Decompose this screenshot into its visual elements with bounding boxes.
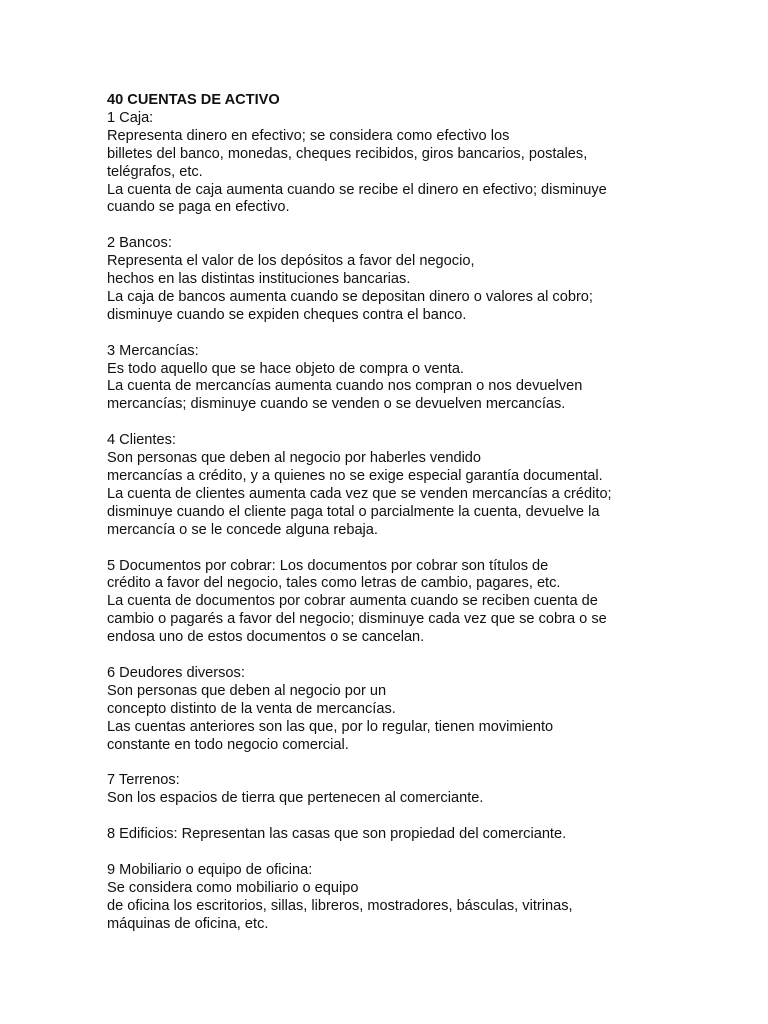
section-text-line: de oficina los escritorios, sillas, libreros, mostradores, básculas, vitrinas, <box>107 897 573 914</box>
section-text-line: La cuenta de mercancías aumenta cuando nos compran o nos devuelven <box>107 378 583 395</box>
section-text-line: máquinas de oficina, etc. <box>107 915 269 932</box>
section-text-line: concepto distinto de la venta de mercancías. <box>107 700 396 717</box>
section-text-line: Las cuentas anteriores son las que, por lo regular, tienen movimiento <box>107 718 554 735</box>
section-text-line: disminuye cuando se expiden cheques contra el banco. <box>107 306 467 323</box>
section-heading-line: 9 Mobiliario o equipo de oficina: <box>107 861 313 878</box>
section-heading-line: 3 Mercancías: <box>107 342 199 359</box>
section-text-line: billetes del banco, monedas, cheques recibidos, giros bancarios, postales, <box>107 145 588 162</box>
document-body <box>107 92 747 951</box>
section-2 <box>107 235 747 325</box>
section-text-line: constante en todo negocio comercial. <box>107 736 349 753</box>
section-heading-line: 2 Bancos: <box>107 235 172 252</box>
section-3 <box>107 343 747 415</box>
document-sections <box>107 110 747 934</box>
section-heading-line: 1 Caja: <box>107 109 154 126</box>
section-text-line: Representa el valor de los depósitos a favor del negocio, <box>107 253 475 270</box>
section-7 <box>107 772 747 808</box>
section-text-line: Son personas que deben al negocio por haberles vendido <box>107 450 482 467</box>
section-text-line: mercancías a crédito, y a quienes no se exige especial garantía documental. <box>107 467 603 484</box>
section-heading-line: 6 Deudores diversos: <box>107 664 245 681</box>
section-text-line: hechos en las distintas instituciones bancarias. <box>107 271 411 288</box>
section-text-line: cuando se paga en efectivo. <box>107 199 290 216</box>
section-text-line: La caja de bancos aumenta cuando se depositan dinero o valores al cobro; <box>107 288 593 305</box>
section-5 <box>107 558 747 648</box>
section-1 <box>107 110 747 217</box>
section-text-line: cambio o pagarés a favor del negocio; disminuye cada vez que se cobra o se <box>107 611 607 628</box>
section-text-line: La cuenta de caja aumenta cuando se recibe el dinero en efectivo; disminuye <box>107 181 607 198</box>
section-text-line: Es todo aquello que se hace objeto de compra o venta. <box>107 360 464 377</box>
section-text-line: Son personas que deben al negocio por un <box>107 682 387 699</box>
section-text-line: disminuye cuando el cliente paga total o parcialmente la cuenta, devuelve la <box>107 503 600 520</box>
section-text-line: mercancías; disminuye cuando se venden o se devuelven mercancías. <box>107 396 566 413</box>
section-text-line: Se considera como mobiliario o equipo <box>107 879 359 896</box>
section-text-line: endosa uno de estos documentos o se cancelan. <box>107 629 425 646</box>
section-heading-line: 4 Clientes: <box>107 432 176 449</box>
section-heading-line: 5 Documentos por cobrar: Los documentos por cobrar son títulos de <box>107 557 549 574</box>
section-text-line: Son los espacios de tierra que pertenecen al comerciante. <box>107 790 484 807</box>
section-4 <box>107 432 747 539</box>
section-6 <box>107 665 747 755</box>
section-text-line: mercancía o se le concede alguna rebaja. <box>107 521 378 538</box>
section-heading-line: 8 Edificios: Representan las casas que son propiedad del comerciante. <box>107 826 567 843</box>
section-heading-line: 7 Terrenos: <box>107 772 180 789</box>
section-text-line: La cuenta de clientes aumenta cada vez que se venden mercancías a crédito; <box>107 485 612 502</box>
section-text-line: telégrafos, etc. <box>107 163 203 180</box>
document-title: 40 CUENTAS DE ACTIVO <box>107 92 280 108</box>
section-text-line: Representa dinero en efectivo; se considera como efectivo los <box>107 127 510 144</box>
section-8 <box>107 826 747 844</box>
section-text-line: La cuenta de documentos por cobrar aumenta cuando se reciben cuenta de <box>107 593 598 610</box>
section-text-line: crédito a favor del negocio, tales como letras de cambio, pagares, etc. <box>107 575 561 592</box>
section-9 <box>107 862 747 934</box>
